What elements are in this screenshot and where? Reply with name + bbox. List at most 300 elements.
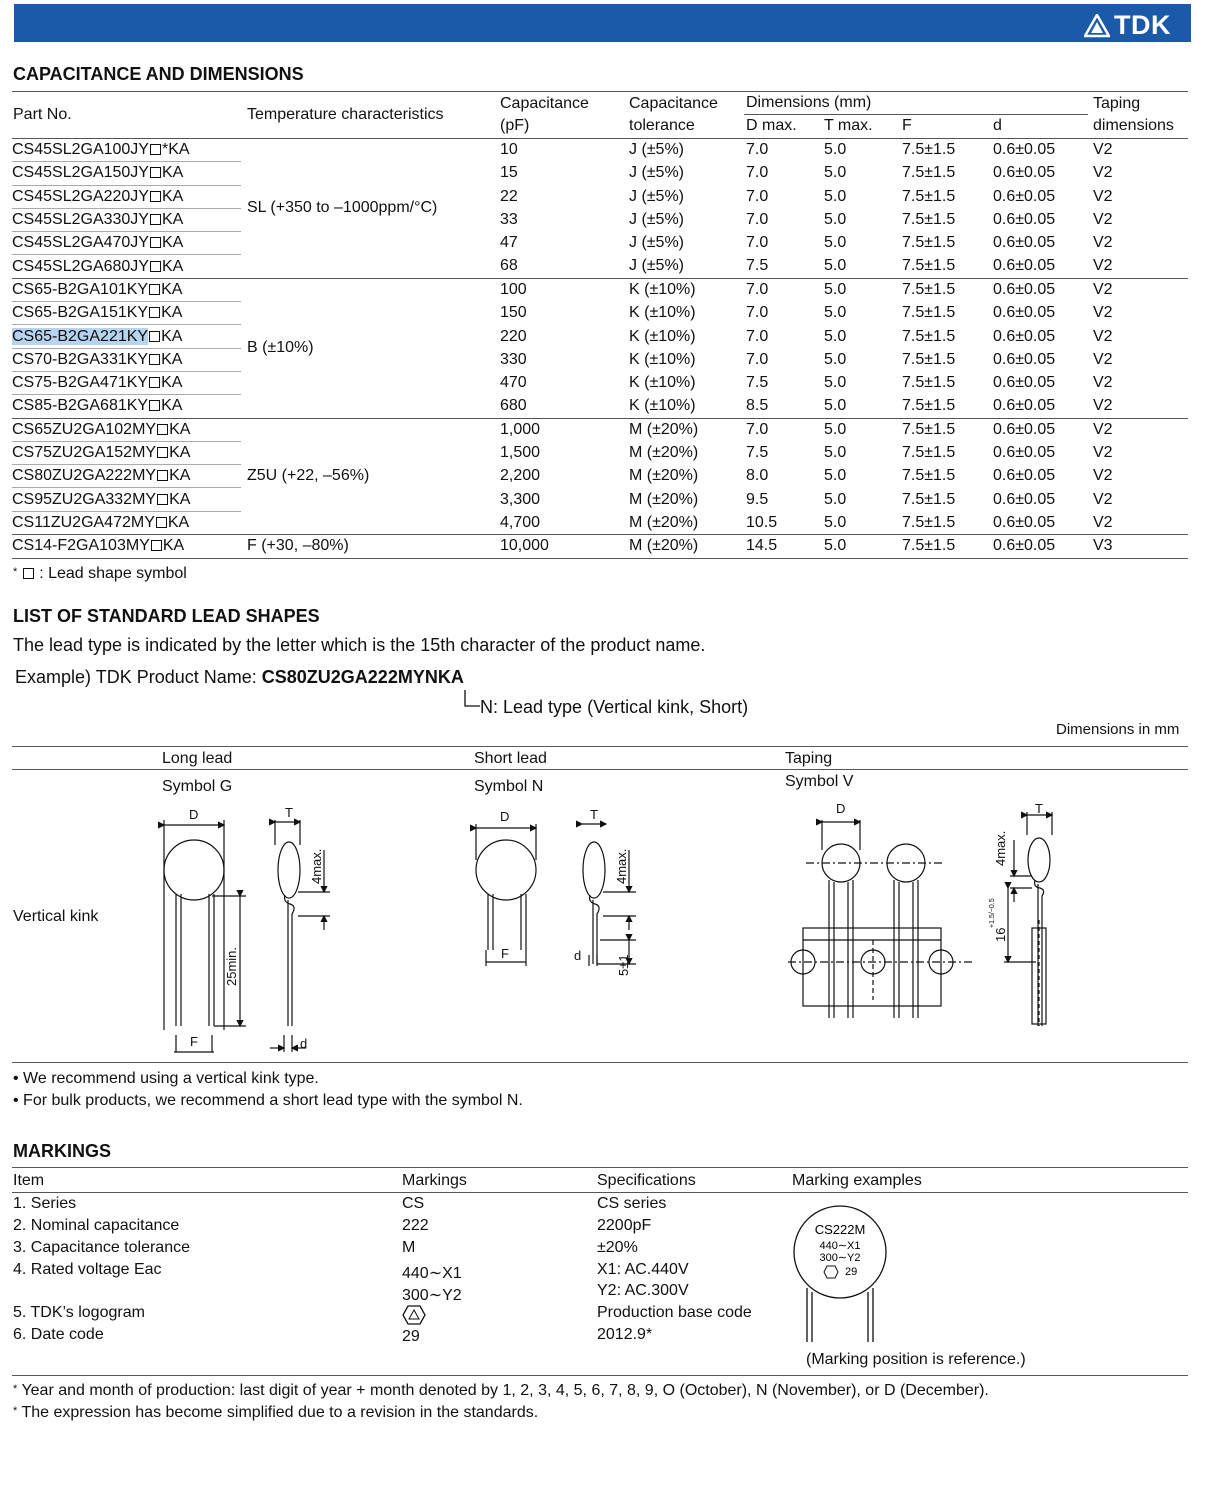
label-d-long: d bbox=[300, 1036, 308, 1051]
d-cell: 0.6±0.05 bbox=[993, 304, 1056, 322]
taping-cell: V2 bbox=[1093, 513, 1113, 531]
part-no-cell bbox=[12, 255, 241, 278]
col-header-taping-2: dimensions bbox=[1093, 117, 1174, 134]
mk-row-2-item: 2. Nominal capacitance bbox=[13, 1217, 180, 1234]
part-no-cell bbox=[12, 441, 241, 464]
capacitance-cell: 68 bbox=[500, 257, 518, 275]
d-cell: 0.6±0.05 bbox=[993, 350, 1056, 368]
table-row bbox=[12, 535, 1188, 558]
col-header-d: d bbox=[993, 117, 1002, 134]
d-cell: 0.6±0.05 bbox=[993, 444, 1056, 461]
mk-row-2-spec: 2200pF bbox=[597, 1217, 652, 1234]
short-lead-side-diagram bbox=[582, 824, 636, 966]
part-no-suffix: KA bbox=[169, 444, 191, 461]
col-header-taping: Taping bbox=[1093, 95, 1141, 112]
part-no-cell bbox=[12, 535, 241, 558]
tolerance-cell: M (±20%) bbox=[629, 513, 699, 531]
taping-cell: V3 bbox=[1093, 535, 1188, 558]
f-cell: 7.5±1.5 bbox=[902, 234, 956, 252]
part-no-text: CS45SL2GA470JY bbox=[12, 234, 149, 252]
d-cell: 0.6±0.05 bbox=[993, 164, 1056, 182]
part-no-suffix: KA bbox=[169, 467, 191, 485]
part-no-suffix: KA bbox=[161, 234, 184, 252]
col-header-temp: Temperature characteristics bbox=[247, 106, 444, 123]
lead-symbol-box-icon bbox=[150, 191, 161, 202]
f-cell: 7.5±1.5 bbox=[902, 139, 993, 162]
lead-symbol-box-icon bbox=[149, 284, 160, 295]
lead-symbol-box-icon bbox=[157, 470, 168, 481]
col-header-tolerance-2: tolerance bbox=[629, 117, 695, 134]
temp-char-cell: F (+30, –80%) bbox=[241, 535, 500, 558]
part-no-suffix: *KA bbox=[161, 141, 190, 159]
f-cell: 7.5±1.5 bbox=[902, 257, 956, 275]
part-no-text: CS65-B2GA101KY bbox=[12, 280, 149, 298]
dmax-cell: 7.0 bbox=[746, 278, 824, 301]
f-cell: 7.5±1.5 bbox=[902, 327, 956, 345]
capacitance-cell: 150 bbox=[500, 304, 527, 322]
d-cell: 0.6±0.05 bbox=[993, 418, 1093, 441]
capacitance-cell: 330 bbox=[500, 350, 527, 368]
table-row bbox=[12, 162, 1188, 185]
section-title-markings: MARKINGS bbox=[13, 1141, 111, 1161]
table-row bbox=[12, 139, 1188, 162]
part-no-text: CS45SL2GA100JY bbox=[12, 141, 149, 159]
lead-intro: The lead type is indicated by the letter which is the 15th character of the product name. bbox=[13, 635, 706, 655]
part-no-text: CS45SL2GA680JY bbox=[12, 257, 149, 275]
mk-row-7-spec bbox=[597, 1326, 652, 1344]
mk-row-7-item: 6. Date code bbox=[13, 1326, 104, 1343]
tmax-cell: 5.0 bbox=[824, 187, 847, 205]
row-label-vertical-kink: Vertical kink bbox=[13, 908, 99, 925]
capacitance-cell: 2,200 bbox=[500, 467, 541, 485]
label-T-taping: T bbox=[1035, 801, 1043, 816]
tmax-cell: 5.0 bbox=[824, 350, 847, 368]
lead-symbol-box-icon bbox=[149, 377, 160, 388]
mk-example-line-2: 440∼X1 bbox=[819, 1240, 861, 1252]
part-no-text: CS65-B2GA151KY bbox=[12, 304, 149, 322]
taping-cell: V2 bbox=[1093, 327, 1113, 345]
label-F-long: F bbox=[190, 1034, 198, 1049]
section-title-lead-shapes: LIST OF STANDARD LEAD SHAPES bbox=[13, 606, 320, 626]
mk-row-3-mark: M bbox=[402, 1239, 416, 1256]
part-no-text: CS11ZU2GA472MY bbox=[12, 513, 155, 531]
mk-row-4-item: 4. Rated voltage Eac bbox=[13, 1261, 162, 1278]
part-no-suffix: KA bbox=[162, 537, 185, 555]
mk-header-example: Marking examples bbox=[792, 1172, 922, 1189]
capacitance-cell: 1,500 bbox=[500, 444, 541, 461]
dmax-cell: 10.5 bbox=[746, 513, 778, 531]
f-cell: 7.5±1.5 bbox=[902, 397, 956, 415]
part-no-text: CS45SL2GA150JY bbox=[12, 164, 149, 182]
lead-symbol-box-icon bbox=[156, 517, 167, 528]
dmax-cell: 7.0 bbox=[746, 139, 824, 162]
mk-row-3-spec: ±20% bbox=[597, 1239, 638, 1256]
tolerance-cell: K (±10%) bbox=[629, 278, 746, 301]
symbol-v: Symbol V bbox=[785, 773, 854, 790]
taping-cell: V2 bbox=[1093, 418, 1188, 441]
tmax-cell: 5.0 bbox=[824, 374, 847, 392]
lead-symbol-box-icon bbox=[149, 354, 160, 365]
part-no-cell bbox=[12, 139, 241, 162]
col-long-lead: Long lead bbox=[162, 750, 233, 767]
taping-front-diagram bbox=[788, 820, 972, 1018]
table-row bbox=[12, 232, 1188, 255]
d-cell: 0.6±0.05 bbox=[993, 139, 1093, 162]
tmax-cell: 5.0 bbox=[824, 444, 847, 461]
tolerance-cell: M (±20%) bbox=[629, 490, 699, 508]
capacitance-cell: 4,700 bbox=[500, 513, 541, 531]
d-cell: 0.6±0.05 bbox=[993, 397, 1056, 415]
tdk-logo bbox=[1084, 10, 1171, 41]
dmax-cell: 7.5 bbox=[746, 374, 769, 392]
f-cell: 7.5±1.5 bbox=[902, 187, 956, 205]
mk-row-6-item: 5. TDK’s logogram bbox=[13, 1304, 145, 1321]
mk-row-5-mark: 300∼Y2 bbox=[402, 1287, 462, 1304]
tolerance-cell: K (±10%) bbox=[629, 327, 696, 345]
example-prefix: Example) TDK Product Name: bbox=[15, 667, 262, 687]
part-no-cell bbox=[12, 232, 241, 255]
tmax-cell: 5.0 bbox=[824, 257, 847, 275]
capacitance-cell: 680 bbox=[500, 397, 527, 415]
f-cell: 7.5±1.5 bbox=[902, 350, 956, 368]
tolerance-cell: K (±10%) bbox=[629, 374, 696, 392]
d-cell: 0.6±0.05 bbox=[993, 535, 1093, 558]
dmax-cell: 7.0 bbox=[746, 187, 769, 205]
mk-header-markings: Markings bbox=[402, 1172, 467, 1189]
mk-row-3-item: 3. Capacitance tolerance bbox=[13, 1239, 190, 1256]
tolerance-cell: J (±5%) bbox=[629, 257, 685, 275]
short-lead-front-diagram bbox=[476, 824, 536, 966]
part-no-text: CS75-B2GA471KY bbox=[12, 374, 149, 392]
mk-example-line-1: CS222M bbox=[814, 1222, 866, 1237]
mk-row-1-mark: CS bbox=[402, 1195, 425, 1212]
taping-cell: V2 bbox=[1093, 374, 1113, 392]
part-no-cell bbox=[12, 348, 241, 371]
part-no-cell bbox=[12, 395, 241, 418]
part-no-suffix: KA bbox=[161, 164, 184, 182]
bullet-2: • For bulk products, we recommend a short lead type with the symbol N. bbox=[13, 1092, 523, 1109]
tmax-cell: 5.0 bbox=[824, 234, 847, 252]
taping-cell: V2 bbox=[1093, 490, 1113, 508]
table-row bbox=[12, 371, 1188, 394]
dmax-cell: 8.0 bbox=[746, 467, 769, 485]
tolerance-cell: M (±20%) bbox=[629, 444, 699, 461]
capacitance-cell: 1,000 bbox=[500, 418, 629, 441]
part-no-cell bbox=[12, 488, 241, 511]
mk-footnote-1: * Year and month of production: last digit of year + month denoted by 1, 2, 3, 4, 5, 6, 7, 8, 9, O (October), N (November), or D (December). bbox=[13, 1382, 989, 1399]
tolerance-cell: J (±5%) bbox=[629, 234, 685, 252]
capacitance-cell: 3,300 bbox=[500, 490, 541, 508]
lead-symbol-box-icon bbox=[150, 261, 161, 272]
tmax-cell: 5.0 bbox=[824, 164, 847, 182]
marking-example-drawing bbox=[780, 1200, 910, 1350]
taping-cell: V2 bbox=[1093, 187, 1113, 205]
mk-row-1-spec: CS series bbox=[597, 1195, 667, 1212]
lead-symbol-box-icon bbox=[150, 167, 161, 178]
tmax-cell: 5.0 bbox=[824, 139, 902, 162]
dmax-cell: 7.0 bbox=[746, 350, 769, 368]
tolerance-cell: J (±5%) bbox=[629, 187, 685, 205]
label-5-short: 5±1 bbox=[616, 954, 631, 976]
label-4max-taping: 4max. bbox=[993, 830, 1008, 866]
part-no-suffix: KA bbox=[161, 397, 183, 415]
tmax-cell: 5.0 bbox=[824, 418, 902, 441]
col-header-dmax: D max. bbox=[746, 117, 797, 134]
label-T-long: T bbox=[285, 805, 293, 820]
f-cell: 7.5±1.5 bbox=[902, 490, 956, 508]
example-product-name: CS80ZU2GA222MYNKA bbox=[261, 667, 464, 687]
part-no-cell bbox=[12, 162, 241, 185]
col-header-cap-unit: (pF) bbox=[500, 117, 530, 134]
mk-example-line-3: 300∼Y2 bbox=[819, 1252, 861, 1264]
label-25min: 25min. bbox=[224, 946, 239, 986]
part-no-text: CS65ZU2GA102MY bbox=[12, 420, 157, 438]
footnote-mark: * bbox=[13, 566, 18, 578]
lead-symbol-box-icon bbox=[149, 331, 160, 342]
label-4max-long: 4max. bbox=[309, 848, 324, 884]
dmax-cell: 7.0 bbox=[746, 418, 824, 441]
taping-cell: V2 bbox=[1093, 467, 1113, 485]
dmax-cell: 7.0 bbox=[746, 304, 769, 322]
part-no-text: CS65-B2GA221KY bbox=[12, 327, 149, 345]
taping-cell: V2 bbox=[1093, 444, 1113, 461]
table-row bbox=[12, 255, 1188, 278]
part-no-suffix: KA bbox=[161, 374, 183, 392]
lead-symbol-box-icon bbox=[157, 424, 168, 435]
dmax-cell: 7.0 bbox=[746, 211, 769, 229]
part-no-suffix: KA bbox=[161, 187, 184, 205]
table-row bbox=[12, 488, 1188, 511]
tmax-cell: 5.0 bbox=[824, 513, 847, 531]
f-cell: 7.5±1.5 bbox=[902, 535, 993, 558]
taping-cell: V2 bbox=[1093, 397, 1113, 415]
f-cell: 7.5±1.5 bbox=[902, 304, 956, 322]
mk-row-2-mark: 222 bbox=[402, 1217, 429, 1234]
taping-cell: V2 bbox=[1093, 278, 1188, 301]
table-row bbox=[12, 208, 1188, 231]
lead-shape-diagrams bbox=[0, 790, 1230, 1060]
part-no-cell bbox=[12, 302, 241, 325]
dmax-cell: 7.5 bbox=[746, 444, 769, 461]
tolerance-cell: J (±5%) bbox=[629, 139, 746, 162]
taping-side-diagram bbox=[1004, 812, 1052, 1026]
mk-footnote-1-text: Year and month of production: last digit of year + month denoted by 1, 2, 3, 4, 5, 6, 7, 8, 9, O (October), N (November), or D (December). bbox=[21, 1382, 989, 1399]
part-no-suffix: KA bbox=[161, 304, 183, 322]
capacitance-cell: 220 bbox=[500, 327, 527, 345]
label-d-short: d bbox=[574, 948, 582, 963]
bullet-1: • We recommend using a vertical kink type. bbox=[13, 1070, 319, 1087]
label-D-short: D bbox=[500, 809, 510, 824]
taping-cell: V2 bbox=[1093, 211, 1113, 229]
table-row bbox=[12, 325, 1188, 348]
part-no-text: CS70-B2GA331KY bbox=[12, 350, 149, 368]
tmax-cell: 5.0 bbox=[824, 397, 847, 415]
lead-example bbox=[15, 667, 464, 688]
tmax-cell: 5.0 bbox=[824, 467, 847, 485]
dmax-cell: 7.5 bbox=[746, 257, 769, 275]
col-header-dimensions: Dimensions (mm) bbox=[746, 94, 872, 111]
d-cell: 0.6±0.05 bbox=[993, 513, 1056, 531]
lead-symbol-box-icon bbox=[151, 540, 162, 551]
capacitance-table bbox=[12, 138, 1188, 558]
f-cell: 7.5±1.5 bbox=[902, 164, 956, 182]
dmax-cell: 9.5 bbox=[746, 490, 769, 508]
taping-cell: V2 bbox=[1093, 139, 1188, 162]
label-T-short: T bbox=[590, 807, 598, 822]
symbol-n: Symbol N bbox=[474, 778, 544, 795]
lead-symbol-box-icon bbox=[157, 447, 168, 458]
lead-symbol-box-icon bbox=[150, 237, 161, 248]
table-row bbox=[12, 278, 1188, 301]
capacitance-cell: 100 bbox=[500, 278, 629, 301]
d-cell: 0.6±0.05 bbox=[993, 467, 1056, 485]
mk-example-note: (Marking position is reference.) bbox=[806, 1351, 1026, 1368]
lead-symbol-box-icon bbox=[157, 494, 168, 505]
tolerance-cell: K (±10%) bbox=[629, 304, 696, 322]
lead-symbol-box-icon bbox=[150, 144, 161, 155]
lead-symbol-box-icon bbox=[149, 307, 160, 318]
capacitance-cell: 47 bbox=[500, 234, 518, 252]
lead-symbol-box-icon bbox=[150, 214, 161, 225]
dmax-cell: 8.5 bbox=[746, 397, 769, 415]
tmax-cell: 5.0 bbox=[824, 304, 847, 322]
tdk-logogram-icon bbox=[402, 1304, 426, 1326]
tolerance-cell: M (±20%) bbox=[629, 535, 746, 558]
part-no-text: CS85-B2GA681KY bbox=[12, 397, 149, 415]
d-cell: 0.6±0.05 bbox=[993, 327, 1056, 345]
label-D-taping: D bbox=[836, 801, 846, 816]
capacitance-cell: 10 bbox=[500, 139, 629, 162]
part-no-text: CS45SL2GA220JY bbox=[12, 187, 149, 205]
table-row bbox=[12, 395, 1188, 418]
taping-cell: V2 bbox=[1093, 164, 1113, 182]
mk-row-4-spec: X1: AC.440V bbox=[597, 1261, 689, 1278]
mk-row-7-spec-text: 2012.9* bbox=[597, 1326, 653, 1343]
mk-footnote-2: * The expression has become simplified due to a revision in the standards. bbox=[13, 1404, 539, 1421]
mk-header-spec: Specifications bbox=[597, 1172, 696, 1189]
f-cell: 7.5±1.5 bbox=[902, 467, 956, 485]
mk-row-1-item: 1. Series bbox=[13, 1195, 77, 1212]
part-no-text: CS75ZU2GA152MY bbox=[12, 444, 157, 461]
mk-row-7-mark: 29 bbox=[402, 1328, 420, 1345]
label-D-long: D bbox=[189, 807, 199, 822]
capacitance-cell: 15 bbox=[500, 164, 518, 182]
tolerance-cell: J (±5%) bbox=[629, 164, 685, 182]
part-no-cell bbox=[12, 465, 241, 488]
tmax-cell: 5.0 bbox=[824, 535, 902, 558]
long-lead-front-diagram bbox=[164, 820, 246, 1052]
table-row bbox=[12, 465, 1188, 488]
d-cell: 0.6±0.05 bbox=[993, 234, 1056, 252]
mk-row-6-spec: Production base code bbox=[597, 1304, 752, 1321]
col-header-capacitance: Capacitance bbox=[500, 95, 589, 112]
part-no-cell bbox=[12, 185, 241, 208]
taping-cell: V2 bbox=[1093, 234, 1113, 252]
mk-row-5-spec: Y2: AC.300V bbox=[597, 1282, 689, 1299]
f-cell: 7.5±1.5 bbox=[902, 444, 956, 461]
part-no-suffix: KA bbox=[161, 327, 183, 345]
taping-cell: V2 bbox=[1093, 350, 1113, 368]
part-no-suffix: KA bbox=[161, 257, 184, 275]
footnote-lead-symbol bbox=[13, 565, 187, 583]
tmax-cell: 5.0 bbox=[824, 490, 847, 508]
dmax-cell: 7.0 bbox=[746, 234, 769, 252]
d-cell: 0.6±0.05 bbox=[993, 278, 1093, 301]
table-row bbox=[12, 511, 1188, 534]
table-row bbox=[12, 348, 1188, 371]
part-no-cell bbox=[12, 418, 241, 441]
taping-cell: V2 bbox=[1093, 304, 1113, 322]
footnote-text: : Lead shape symbol bbox=[39, 565, 187, 582]
table-row bbox=[12, 418, 1188, 441]
part-no-text: CS95ZU2GA332MY bbox=[12, 490, 157, 508]
tmax-cell: 5.0 bbox=[824, 211, 847, 229]
col-header-tmax: T max. bbox=[824, 117, 873, 134]
tdk-emblem-icon bbox=[1084, 14, 1110, 38]
part-no-suffix: KA bbox=[161, 211, 184, 229]
lead-symbol-box-icon bbox=[23, 568, 34, 579]
table-row bbox=[12, 302, 1188, 325]
table-row bbox=[12, 185, 1188, 208]
bullet-2-text: For bulk products, we recommend a short lead type with the symbol N. bbox=[23, 1092, 523, 1109]
tmax-cell: 5.0 bbox=[824, 278, 902, 301]
part-no-cell bbox=[12, 511, 241, 534]
tolerance-cell: K (±10%) bbox=[629, 350, 696, 368]
mk-example-line-4: 29 bbox=[845, 1266, 858, 1278]
dmax-cell: 14.5 bbox=[746, 535, 824, 558]
mk-footnote-2-text: The expression has become simplified due to a revision in the standards. bbox=[21, 1404, 539, 1421]
part-no-text: CS45SL2GA330JY bbox=[12, 211, 149, 229]
mk-row-4-mark: 440∼X1 bbox=[402, 1265, 462, 1282]
capacitance-cell: 22 bbox=[500, 187, 518, 205]
label-16-tol: +1.5/−0.5 bbox=[989, 898, 996, 928]
d-cell: 0.6±0.05 bbox=[993, 257, 1056, 275]
tolerance-cell: K (±10%) bbox=[629, 397, 696, 415]
part-no-suffix: KA bbox=[169, 420, 191, 438]
header-bar bbox=[14, 4, 1191, 42]
col-header-tolerance: Capacitance bbox=[629, 95, 718, 112]
f-cell: 7.5±1.5 bbox=[902, 513, 956, 531]
mk-header-item: Item bbox=[13, 1172, 45, 1189]
temp-char-cell: B (±10%) bbox=[241, 278, 500, 418]
part-no-suffix: KA bbox=[161, 280, 183, 298]
d-cell: 0.6±0.05 bbox=[993, 490, 1056, 508]
part-no-cell bbox=[12, 325, 241, 348]
example-note: N: Lead type (Vertical kink, Short) bbox=[480, 697, 749, 717]
tolerance-cell: M (±20%) bbox=[629, 467, 699, 485]
col-header-f: F bbox=[902, 117, 912, 134]
d-cell: 0.6±0.05 bbox=[993, 211, 1056, 229]
f-cell: 7.5±1.5 bbox=[902, 211, 956, 229]
tmax-cell: 5.0 bbox=[824, 327, 847, 345]
label-4max-short: 4max. bbox=[614, 848, 629, 884]
lead-symbol-box-icon bbox=[149, 400, 160, 411]
temp-char-cell: Z5U (+22, –56%) bbox=[241, 418, 500, 534]
part-no-text: CS14-F2GA103MY bbox=[12, 537, 150, 555]
capacitance-cell: 33 bbox=[500, 211, 518, 229]
d-cell: 0.6±0.05 bbox=[993, 374, 1056, 392]
capacitance-cell: 470 bbox=[500, 374, 527, 392]
section-title-capacitance: CAPACITANCE AND DIMENSIONS bbox=[13, 64, 304, 84]
part-no-cell bbox=[12, 278, 241, 301]
bullet-1-text: We recommend using a vertical kink type. bbox=[23, 1070, 319, 1087]
part-no-cell bbox=[12, 208, 241, 231]
dims-note: Dimensions in mm bbox=[1056, 721, 1180, 738]
f-cell: 7.5±1.5 bbox=[902, 374, 956, 392]
d-cell: 0.6±0.05 bbox=[993, 187, 1056, 205]
f-cell: 7.5±1.5 bbox=[902, 418, 993, 441]
part-no-suffix: KA bbox=[169, 490, 191, 508]
